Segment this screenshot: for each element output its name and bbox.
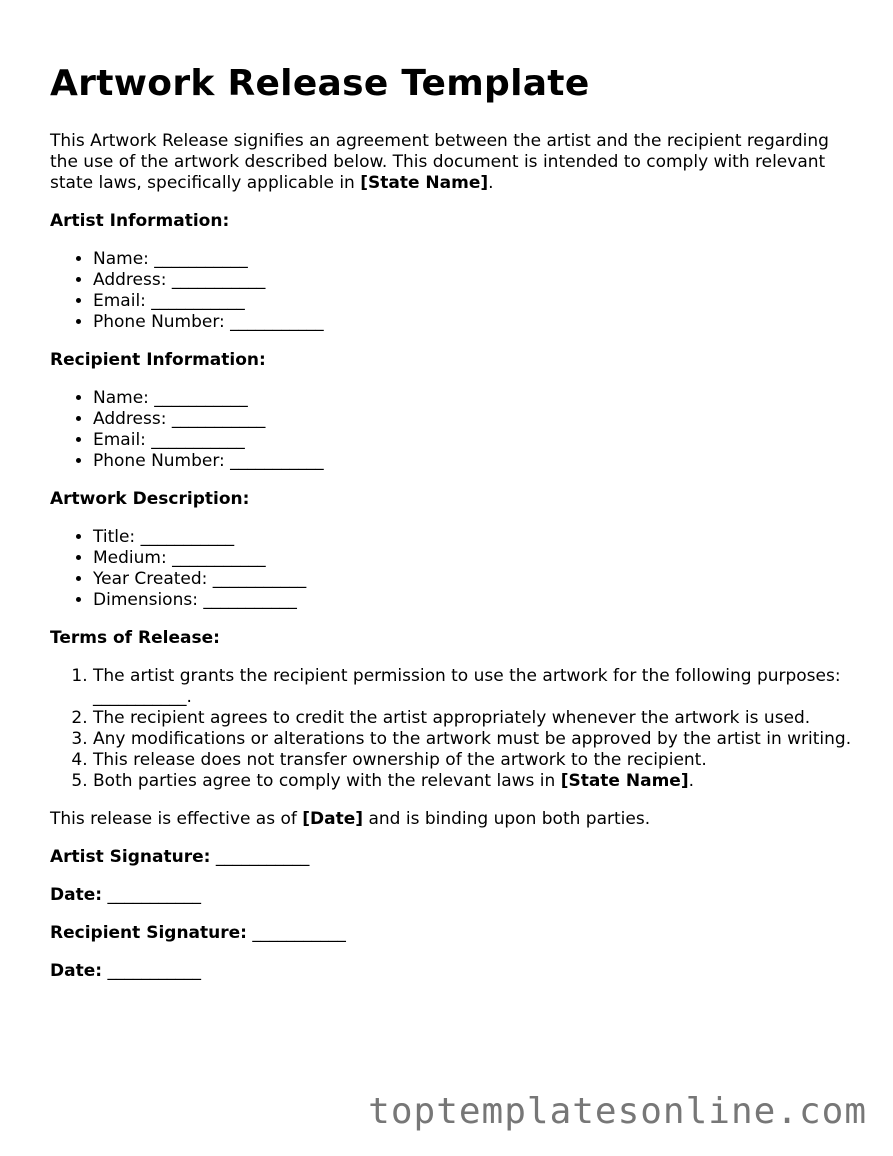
- intro-period: .: [488, 173, 494, 193]
- list-item: • Address: ___________: [93, 409, 860, 430]
- recipient-date-line: [50, 961, 860, 982]
- list-item: • Email: ___________: [93, 291, 860, 312]
- artist-signature-label: Artist Signature:: [50, 847, 211, 867]
- artist-info-heading: Artist Information:: [50, 211, 230, 231]
- artwork-description-list: [50, 527, 860, 611]
- date-label: Date:: [50, 961, 103, 981]
- recipient-signature-blank: ___________: [246, 923, 346, 943]
- list-item: 1. The artist grants the recipient permission to use the artwork for the following purposes: ___________.: [93, 666, 860, 708]
- document-title: Artwork Release Template: [50, 63, 590, 104]
- list-item: • Title: ___________: [93, 527, 860, 548]
- state-placeholder: [State Name]: [560, 771, 689, 791]
- list-item: • Name: ___________: [93, 388, 860, 409]
- effective-text-end: and is binding upon both parties.: [363, 809, 651, 829]
- list-item: • Medium: ___________: [93, 548, 860, 569]
- recipient-signature-line: [50, 923, 860, 944]
- intro-paragraph: [50, 131, 860, 194]
- state-placeholder: [State Name]: [360, 173, 489, 193]
- list-item: • Dimensions: ___________: [93, 590, 860, 611]
- date-blank: ___________: [102, 885, 201, 905]
- artist-info-list: [50, 249, 860, 333]
- list-item: • Phone Number: ___________: [93, 312, 860, 333]
- terms-heading: Terms of Release:: [50, 628, 220, 648]
- artist-signature-line: [50, 847, 860, 868]
- term-period: .: [688, 771, 694, 791]
- terms-list: [50, 666, 860, 792]
- intro-text: This Artwork Release signifies an agreement between the artist and the recipient regarding the use of the artwork described below. This document is intended to comply with relevant state laws, specifically applicable in: [50, 131, 829, 193]
- effective-text: This release is effective as of: [50, 809, 303, 829]
- term-text: Both parties agree to comply with the relevant laws in: [93, 771, 561, 791]
- document-page: [50, 62, 860, 999]
- list-item: 3. Any modifications or alterations to the artwork must be approved by the artist in writing.: [93, 729, 860, 750]
- artwork-description-heading: Artwork Description:: [50, 489, 250, 509]
- artist-date-line: [50, 885, 860, 906]
- date-placeholder: [Date]: [302, 809, 364, 829]
- list-item: • Phone Number: ___________: [93, 451, 860, 472]
- list-item: 4. This release does not transfer ownership of the artwork to the recipient.: [93, 750, 860, 771]
- list-item: • Address: ___________: [93, 270, 860, 291]
- list-item: • Email: ___________: [93, 430, 860, 451]
- artist-signature-blank: ___________: [210, 847, 310, 867]
- watermark-text: toptemplatesonline.com: [368, 1091, 867, 1132]
- effective-statement: [50, 809, 860, 830]
- date-label: Date:: [50, 885, 103, 905]
- recipient-info-list: [50, 388, 860, 472]
- list-item: [93, 771, 860, 792]
- recipient-signature-label: Recipient Signature:: [50, 923, 247, 943]
- date-blank: ___________: [102, 961, 201, 981]
- list-item: • Name: ___________: [93, 249, 860, 270]
- recipient-info-heading: Recipient Information:: [50, 350, 266, 370]
- list-item: 2. The recipient agrees to credit the artist appropriately whenever the artwork is used.: [93, 708, 860, 729]
- list-item: • Year Created: ___________: [93, 569, 860, 590]
